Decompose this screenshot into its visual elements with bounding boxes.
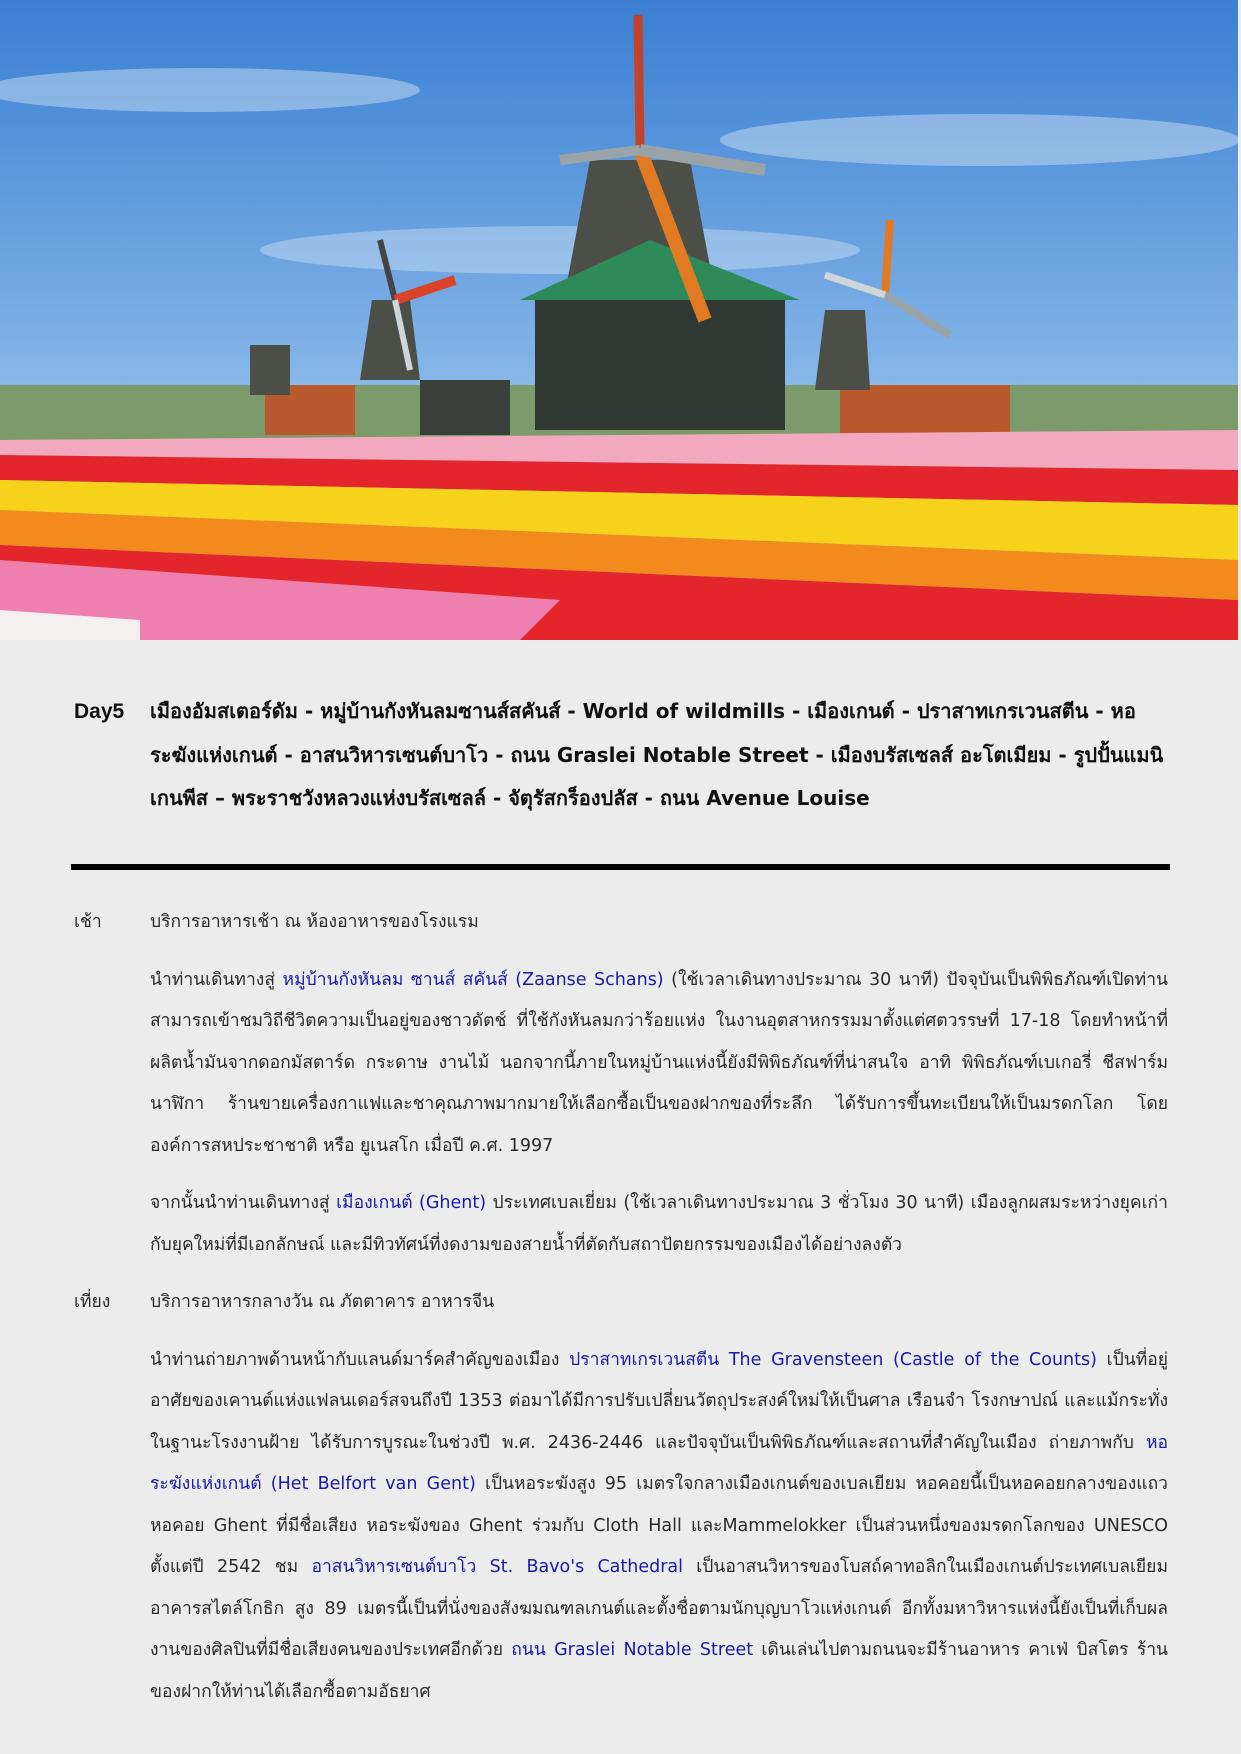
para-text: เป็นหอระฆังสูง 95 เมตรใจกลางเมืองเกนต์ของเบลเยียม หอคอยนี้เป็นหอคอยกลางของแถวหอคอย Ghent ที่มีชื่อเสียง หอระฆังของ Ghent ร่วมกับ Cloth Hall และMammelokker เป็นส่วนหนึ่งของมรดกโลกของ UNESCO ตั้งแต่ปี 2542 ชม xyxy=(150,1474,1168,1577)
highlight-st-bavo: อาสนวิหารเซนต์บาโว St. Bavo's Cathedral xyxy=(311,1557,684,1577)
para-text: ประเทศเบลเยี่ยม (ใช้เวลาเดินทางประมาณ 3 ชั่วโมง 30 นาที) เมืองลูกผสมระหว่างยุคเก่ากับยุคใหม่ที่มีเอกลักษณ์ และมีทิวทัศน์ที่งดงามของสายน้ำที่ตัดกับสถาปัตยกรรมของเมืองได้อย่างลงตัว xyxy=(150,1193,1168,1255)
breakfast-text: บริการอาหารเช้า ณ ห้องอาหารของโรงแรม xyxy=(150,912,479,932)
paragraph-zaanse-schans xyxy=(150,960,1168,1168)
time-label-noon: เที่ยง xyxy=(74,1292,111,1312)
hero-photo xyxy=(0,0,1238,640)
house xyxy=(420,380,510,435)
highlight-ghent: เมืองเกนต์ (Ghent) xyxy=(336,1193,487,1213)
paragraph-ghent xyxy=(150,1183,1168,1266)
highlight-belfort: หอระฆังแห่งเกนต์ (Het Belfort van Gent) xyxy=(150,1432,1168,1494)
cloud xyxy=(260,226,860,274)
morning-section xyxy=(74,902,1168,1713)
cloud xyxy=(0,68,420,112)
para-text: เป็นอาสนวิหารของโบสถ์คาทอลิกในเมืองเกนต์ประเทศเบลเยียม อาคารสไตล์โกธิก สูง 89 เมตรนี้เป็นที่นั่งของสังฆมณฑลเกนต์และตั้งชื่อตามนักบุญบาโวแห่งเกนต์ อีกทั้งมหาวิหารแห่งนี้ยังเป็นที่เก็บผลงานของศิลปินที่มีชื่อเสียงคนของประเทศอีกด้วย xyxy=(150,1557,1168,1660)
para-text: จากนั้นนำท่านเดินทางสู่ xyxy=(150,1193,337,1213)
para-text: เดินเล่นไปตามถนนจะมีร้านอาหาร คาเฟ่ บิสโตร ร้านของฝากให้ท่านได้เลือกซื้อตามอัธยาศ xyxy=(150,1640,1169,1702)
day-label: Day5 xyxy=(74,700,125,723)
house xyxy=(840,385,1010,435)
para-text: เป็นที่อยู่อาศัยของเคานต์แห่งแฟลนเดอร์สจนถึงปี 1353 ต่อมาได้มีการปรับเปลี่ยนวัตถุประสงค์ใหม่ให้เป็นศาล เรือนจำ โรงกษาปณ์ และแม้กระทั่งในฐานะโรงงานฝ้าย ได้รับการบูรณะในช่วงปี พ.ศ. 2436-2446 และปัจจุบันเป็นพิพิธภัณฑ์และสถานที่สำคัญในเมือง ถ่ายภาพกับ xyxy=(150,1349,1168,1453)
meal-row-breakfast xyxy=(74,902,1168,944)
highlight-graslei: ถนน Graslei Notable Street xyxy=(511,1640,754,1660)
para-text: นำท่านเดินทางสู่ xyxy=(150,969,283,990)
windmill-far xyxy=(250,345,290,395)
time-label-morning: เช้า xyxy=(74,912,102,932)
para-text: (ใช้เวลาเดินทางประมาณ 30 นาที) ปัจจุบันเป็นพิพิธภัณฑ์เปิดท่านสามารถเข้าชมวิถีชีวิตความเป็นอยู่ของชาวดัตช์ ที่ใช้กังหันลมกว่าร้อยแห่ง ในงานอุตสาหกรรมมาตั้งแต่ศตวรรษที่ 17-18 โดยทำหน้าที่ผลิตน้ำมันจากดอกมัสตาร์ด กระดาษ งานไม้ นอกจากนี้ภายในหมู่บ้านแห่งนี้ยังมีพิพิธภัณฑ์ที่น่าสนใจ อาทิ พิพิธภัณฑ์เบเกอรี่ ชีสฟาร์ม นาฬิกา ร้านขายเครื่องกาแฟและชาคุณภาพมากมายให้เลือกซื้อเป็นของฝากของที่ระลึก ได้รับการขึ้นทะเบียนให้เป็นมรดกโลก โดยองค์การสหประชาชาติ หรือ ยูเนสโก เมื่อปี ค.ศ. 1997 xyxy=(150,969,1168,1156)
header-divider xyxy=(71,864,1170,870)
para-text: นำท่านถ่ายภาพด้านหน้ากับแลนด์มาร์คสำคัญของเมือง xyxy=(150,1349,570,1370)
paragraph-gravensteen xyxy=(150,1340,1168,1714)
mill-sail xyxy=(885,220,890,295)
highlight-gravensteen: ปราสาทเกรเวนสตีน The Gravensteen (Castle of the Counts) xyxy=(569,1349,1097,1370)
highlight-zaanse-schans: หมู่บ้านกังหันลม ซานส์ สคันส์ (Zaanse Schans) xyxy=(282,969,664,990)
cloud xyxy=(720,114,1238,166)
mill-sail xyxy=(638,15,640,150)
day-title: เมืองอัมสเตอร์ดัม - หมู่บ้านกังหันลมซานส์สคันส์ - World of wildmills - เมืองเกนต์ - ปราสาทเกรเวนสตีน - หอระฆังแห่งเกนต์ - อาสนวิหารเซนต์บาโว - ถนน Graslei Notable Street - เมืองบรัสเซลส์ อะโตเมียม - รูปปั้นแมนิเกนพีส – พระราชวังหลวงแห่งบรัสเซลล์ - จัตุรัสกร็องปลัส - ถนน Avenue Louise xyxy=(150,699,1164,810)
mill-house xyxy=(535,300,785,430)
day-header xyxy=(74,690,1168,821)
windmill-tulip-photo-icon xyxy=(0,0,1238,640)
meal-row-lunch xyxy=(74,1282,1168,1324)
lunch-text: บริการอาหารกลางวัน ณ ภัตตาคาร อาหารจีน xyxy=(150,1292,495,1312)
